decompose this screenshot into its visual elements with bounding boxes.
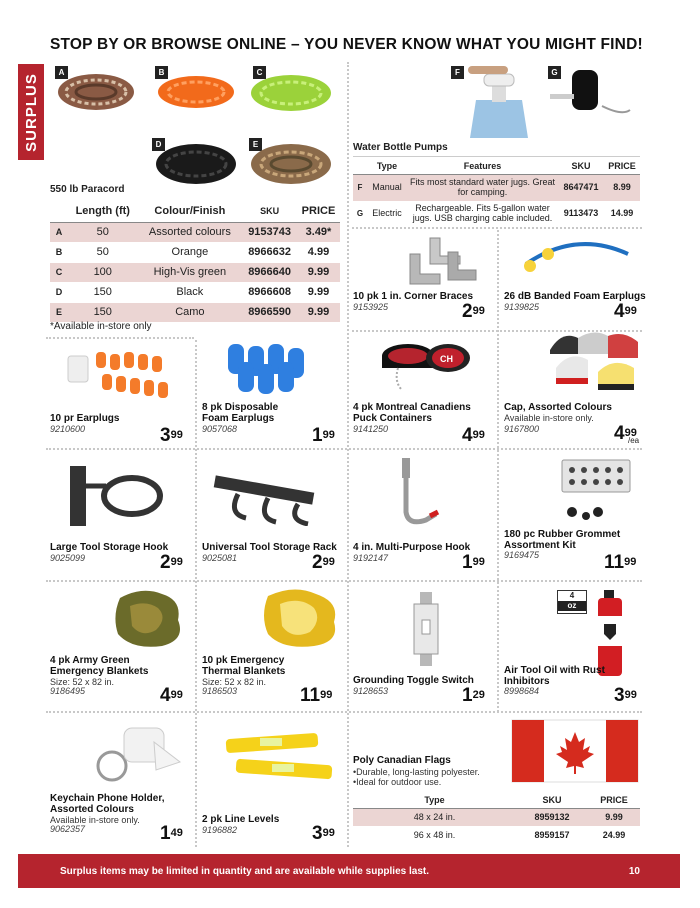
price-cents: 99 [170,556,183,568]
page-number: 10 [628,865,640,877]
letter-badge: C [253,66,266,79]
product-sku: 9169475 [504,550,540,560]
row-type: Electric [372,207,402,218]
divider [46,337,194,339]
row-type: Manual [367,175,407,201]
earplugs-image [66,346,178,406]
product-price [462,302,485,322]
product-name: 4 in. Multi-Purpose Hook [353,542,471,553]
grommet-kit-image [558,456,634,528]
letter-badge: F [451,66,464,79]
svg-text:CH: CH [440,354,453,364]
price-dollars: 11 [604,552,625,573]
product-sku: 9186495 [50,686,86,696]
disposable-earplugs-image [222,340,314,396]
price-cents: 99 [170,429,183,441]
row-letter: F [353,175,367,201]
product-name: Grounding Toggle Switch [353,675,474,686]
row-price: 24.99 [602,830,626,840]
product-name: 180 pc Rubber Grommet Assortment Kit [504,529,621,551]
row-price: 4.99 [297,242,340,262]
product-price [462,426,485,446]
paracord-table [50,200,340,323]
col-sku: SKU [558,157,604,175]
row-letter: D [50,282,68,302]
col-price: PRICE [588,792,640,808]
col-features: Features [407,157,558,175]
product-price [462,553,485,573]
price-cents: 99 [472,429,485,441]
product-name: 8 pk Disposable Foam Earplugs [202,402,279,424]
price-cents: 99 [322,827,335,839]
row-price: 3.49* [297,222,340,242]
col-type: Type [353,792,516,808]
table-row [50,242,340,262]
product-price [312,824,335,844]
row-length: 100 [68,262,138,282]
row-letter: E [50,302,68,322]
row-price: 8.99 [604,175,640,201]
product-name: 2 pk Line Levels [202,814,280,825]
oz-badge-number: 4 [569,591,575,600]
toggle-switch-image [408,590,444,668]
divider [46,448,642,450]
letter-badge: D [152,138,165,151]
table-row [353,201,640,227]
flags-bullet: •Ideal for outdoor use. [353,777,442,787]
price-cents: 99 [322,556,335,568]
product-sku: 9153925 [353,302,389,312]
row-type: 48 x 24 in. [353,808,516,826]
product-sku: 9141250 [353,424,389,434]
row-price: 14.99 [610,207,634,218]
product-desc: Size: 52 x 82 in. [202,677,267,687]
product-price [160,553,183,573]
thermal-blanket-image [260,586,344,650]
canadian-flag-image [510,716,640,784]
price-dollars: 2 [160,552,171,573]
price-dollars: 4 [614,301,625,322]
product-sku: 9025081 [202,553,238,563]
table-row [50,262,340,282]
row-price: 9.99 [297,282,340,302]
footer-disclaimer: Surplus items may be limited in quantity and are available while supplies last. [60,865,429,877]
price-cents: 99 [472,305,485,317]
row-colour: Assorted colours [138,222,243,242]
product-name: Universal Tool Storage Rack [202,542,337,553]
row-letter: G [356,208,364,218]
price-cents: 99 [624,689,637,701]
table-row [353,808,640,826]
product-price [300,686,332,706]
letter-badge: E [249,138,262,151]
row-letter: A [50,222,68,242]
product-sku: 9128653 [353,686,389,696]
product-price [160,824,183,844]
water-pumps-title: Water Bottle Pumps [353,142,448,153]
col-price: PRICE [604,157,640,175]
price-dollars: 3 [312,823,323,844]
price-dollars: 3 [160,425,171,446]
row-letter: B [50,242,68,262]
paracord-green-image [245,66,335,118]
col-price: PRICE [297,200,340,222]
row-length: 150 [68,302,138,322]
product-name: Cap, Assorted Colours [504,402,612,413]
price-cents: 99 [624,427,637,439]
oz-badge-unit: oz [558,601,586,611]
product-price [160,686,183,706]
product-sku: 9062357 [50,824,86,834]
banded-earplugs-image [518,234,634,284]
row-sku: 9113473 [563,207,599,218]
row-sku: 8966640 [242,262,297,282]
price-dollars: 11 [300,685,321,706]
col-type: Type [367,157,407,175]
row-length: 50 [68,222,138,242]
keychain-holder-image [94,722,190,786]
divider [347,62,349,847]
row-sku: 8647471 [558,175,604,201]
product-name: Keychain Phone Holder, Assorted Colours [50,793,165,815]
line-levels-image [216,730,340,786]
product-sku: 9186503 [202,686,238,696]
row-sku: 8959132 [516,808,588,826]
row-price: 9.99 [297,262,340,282]
paracord-note: *Available in-store only [50,321,152,332]
row-sku: 8966590 [242,302,297,322]
price-unit: /ea [628,436,640,445]
oz-badge [557,590,587,614]
price-cents: 99 [320,689,333,701]
product-name: 10 pk Emergency Thermal Blankets [202,655,286,677]
price-dollars: 4 [160,685,171,706]
price-cents: 99 [624,305,637,317]
paracord-assorted-image [52,66,140,118]
row-letter: C [50,262,68,282]
side-tab-label: SURPLUS [22,72,40,152]
letter-badge: G [548,66,561,79]
product-sku: 9192147 [353,553,389,563]
table-row [50,302,340,322]
product-sku: 9196882 [202,825,238,835]
row-features: Rechargeable. Fits 5-gallon water jugs. USB charging cable included. [412,203,553,223]
table-row [353,175,640,201]
product-price [614,686,637,706]
price-cents: 99 [624,556,637,568]
product-name: Air Tool Oil with Rust Inhibitors [504,665,605,687]
paracord-title: 550 lb Paracord [50,184,125,195]
price-dollars: 3 [614,685,625,706]
product-sku: 9025099 [50,553,86,563]
footer-bar [18,854,680,888]
letter-badge: A [55,66,68,79]
tool-rack-image [208,474,328,526]
table-row [353,826,640,844]
divider [497,230,499,712]
product-price [160,426,183,446]
row-type: 96 x 48 in. [413,830,456,840]
product-price [312,426,335,446]
row-sku: 8959157 [534,830,570,840]
row-colour: Orange [138,242,243,262]
row-sku: 8966632 [242,242,297,262]
price-dollars: 1 [462,552,473,573]
product-sku: 9139825 [504,302,540,312]
multi-purpose-hook-image [396,456,446,530]
flags-table [353,792,640,844]
tool-hook-image [66,462,166,534]
col-sku: SKU [516,792,588,808]
divider [195,340,197,847]
row-price: 9.99 [588,808,640,826]
col-length: Length (ft) [68,200,138,222]
water-pumps-table [353,156,640,227]
divider [46,580,642,582]
price-cents: 99 [322,429,335,441]
paracord-camo-image [245,136,335,190]
price-cents: 99 [472,556,485,568]
product-name: 10 pk 1 in. Corner Braces [353,291,474,302]
army-blanket-image [112,586,188,650]
row-sku: 9153743 [242,222,297,242]
surplus-side-tab [18,64,44,160]
manual-pump-image [462,64,536,140]
flags-bullet: •Durable, long-lasting polyester. [353,767,480,777]
flags-title: Poly Canadian Flags [353,755,451,766]
page-headline: STOP BY OR BROWSE ONLINE – YOU NEVER KNOW WHAT YOU MIGHT FIND! [50,36,643,53]
product-price [462,686,485,706]
product-price [604,553,636,573]
row-colour: Black [138,282,243,302]
divider [352,227,642,229]
col-letter [353,157,367,175]
price-cents: 99 [170,689,183,701]
product-sku: 9210600 [50,424,86,434]
price-dollars: 2 [462,301,473,322]
product-desc: Available in-store only. [50,815,140,825]
product-sku: 8998684 [504,686,540,696]
table-row [50,222,340,242]
corner-braces-image [400,234,480,290]
row-price: 9.99 [297,302,340,322]
paracord-black-image [150,136,240,190]
row-sku: 8966608 [242,282,297,302]
price-dollars: 4 [462,425,473,446]
electric-pump-image [546,66,636,126]
puck-container-image [378,336,474,396]
caps-image [548,328,642,398]
product-price [614,302,637,322]
price-dollars: 1 [160,823,171,844]
table-row [50,282,340,302]
row-colour: High-Vis green [138,262,243,282]
product-name: 26 dB Banded Foam Earplugs [504,291,646,302]
row-colour: Camo [138,302,243,322]
col-sku: SKU [242,200,297,222]
divider [46,711,642,713]
product-name: Large Tool Storage Hook [50,542,169,553]
col-letter [50,200,68,222]
product-sku: 9057068 [202,424,238,434]
product-desc: Available in-store only. [504,413,594,423]
col-colour: Colour/Finish [138,200,243,222]
product-name: 10 pr Earplugs [50,413,120,424]
row-length: 150 [68,282,138,302]
product-desc: Size: 52 x 82 in. [50,677,115,687]
price-cents: 49 [170,827,183,839]
price-cents: 29 [472,689,485,701]
product-name: 4 pk Army Green Emergency Blankets [50,655,149,677]
row-features: Fits most standard water jugs. Great for camping. [407,175,558,201]
paracord-orange-image [150,66,238,116]
letter-badge: B [155,66,168,79]
price-dollars: 4 [614,423,625,444]
product-name: 4 pk Montreal Canadiens Puck Containers [353,402,471,424]
price-dollars: 2 [312,552,323,573]
row-length: 50 [68,242,138,262]
price-dollars: 1 [312,425,323,446]
product-price [312,553,335,573]
price-dollars: 1 [462,685,473,706]
product-sku: 9167800 [504,424,540,434]
